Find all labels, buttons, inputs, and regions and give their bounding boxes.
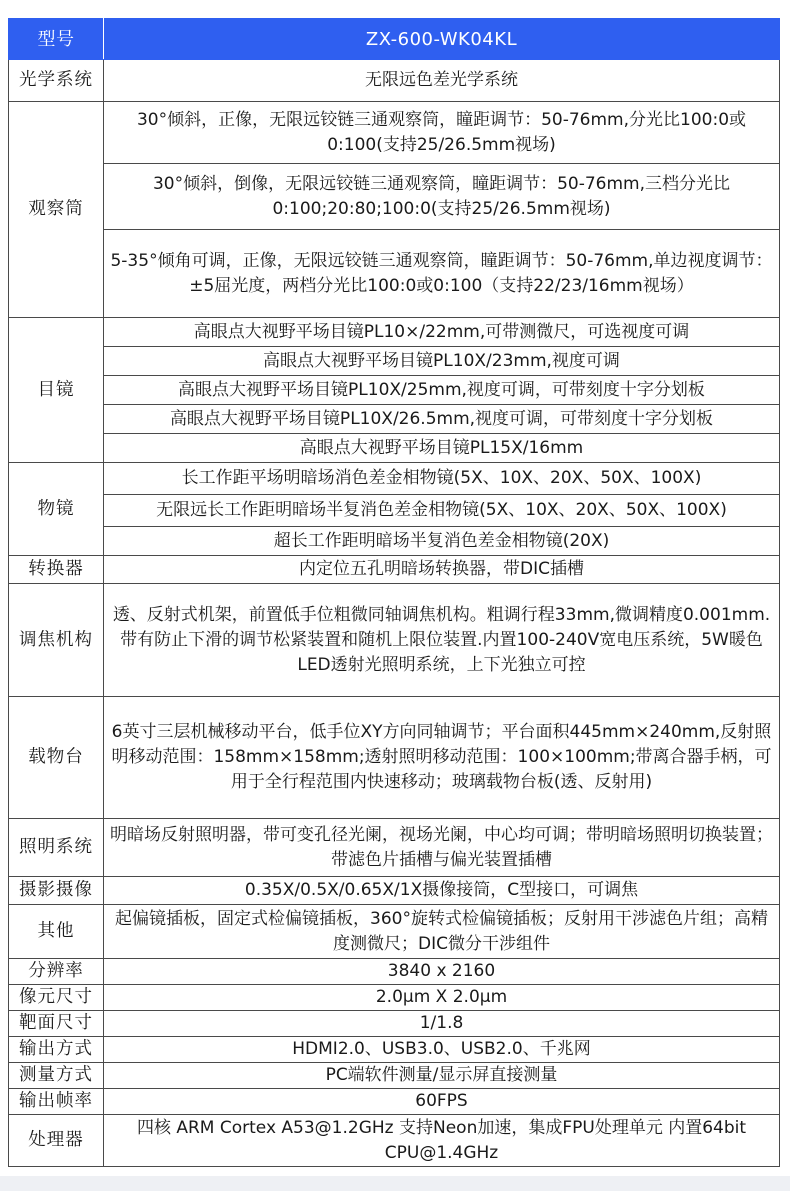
- row-value: 超长工作距明暗场半复消色差金相物镜(20X): [104, 527, 780, 556]
- spec-row: [9, 495, 780, 527]
- spec-row: [9, 347, 780, 376]
- row-value: 5-35°倾角可调，正像，无限远铰链三通观察筒，瞳距调节：50-76mm,单边视度调节：±5屈光度，两档分光比100:0或0:100（支持22/23/16mm视场）: [104, 230, 780, 318]
- spec-row: [9, 584, 780, 697]
- row-value: PC端软件测量/显示屏直接测量: [104, 1063, 780, 1089]
- row-value: 明暗场反射照明器，带可变孔径光阑，视场光阑，中心均可调；带明暗场照明切换装置；带滤色片插槽与偏光装置插槽: [104, 819, 780, 877]
- spec-row: [9, 376, 780, 405]
- spec-row: [9, 318, 780, 347]
- row-label: 处理器: [9, 1115, 104, 1167]
- spec-row: [9, 697, 780, 819]
- row-value: 60FPS: [104, 1089, 780, 1115]
- row-value: 起偏镜插板，固定式检偏镜插板，360°旋转式检偏镜插板；反射用干涉滤色片组；高精度测微尺；DIC微分干涉组件: [104, 905, 780, 959]
- row-value: 30°倾斜，倒像，无限远铰链三通观察筒，瞳距调节：50-76mm,三档分光比0:100;20:80;100:0(支持25/26.5mm视场): [104, 164, 780, 230]
- spec-row: [9, 959, 780, 985]
- spec-row: [9, 556, 780, 584]
- spec-row: [9, 230, 780, 318]
- row-label: 靶面尺寸: [9, 1011, 104, 1037]
- row-label: 转换器: [9, 556, 104, 584]
- spec-row: [9, 60, 780, 102]
- spec-row: [9, 905, 780, 959]
- row-value: 长工作距平场明暗场消色差金相物镜(5X、10X、20X、50X、100X): [104, 463, 780, 495]
- row-label: 像元尺寸: [9, 985, 104, 1011]
- row-value: 高眼点大视野平场目镜PL10X/25mm,视度可调，可带刻度十字分划板: [104, 376, 780, 405]
- spec-row: [9, 819, 780, 877]
- spec-row: [9, 1115, 780, 1167]
- row-value: 高眼点大视野平场目镜PL15X/16mm: [104, 434, 780, 463]
- row-value: 高眼点大视野平场目镜PL10X/23mm,视度可调: [104, 347, 780, 376]
- row-label: 其他: [9, 905, 104, 959]
- bottom-band: [0, 1176, 790, 1191]
- spec-row: [9, 405, 780, 434]
- row-label: 光学系统: [9, 60, 104, 102]
- row-value: 0.35X/0.5X/0.65X/1X摄像接筒，C型接口，可调焦: [104, 877, 780, 905]
- row-value: 无限远长工作距明暗场半复消色差金相物镜(5X、10X、20X、50X、100X): [104, 495, 780, 527]
- row-value: 高眼点大视野平场目镜PL10×/22mm,可带测微尺，可选视度可调: [104, 318, 780, 347]
- spec-row: [9, 1089, 780, 1115]
- row-label: 载物台: [9, 697, 104, 819]
- row-value: 高眼点大视野平场目镜PL10X/26.5mm,视度可调，可带刻度十字分划板: [104, 405, 780, 434]
- row-label: 调焦机构: [9, 584, 104, 697]
- row-label: 分辨率: [9, 959, 104, 985]
- row-label: 摄影摄像: [9, 877, 104, 905]
- row-value: 无限远色差光学系统: [104, 60, 780, 102]
- row-value: 6英寸三层机械移动平台，低手位XY方向同轴调节；平台面积445mm×240mm,反射照明移动范围：158mm×158mm;透射照明移动范围：100×100mm;带离合器手柄，可用于全行程范围内快速移动；玻璃载物台板(透、反射用): [104, 697, 780, 819]
- row-value: 内定位五孔明暗场转换器，带DIC插槽: [104, 556, 780, 584]
- header-label: 型号: [9, 19, 104, 60]
- row-value: 3840 x 2160: [104, 959, 780, 985]
- spec-row: [9, 1063, 780, 1089]
- spec-table-body: [9, 19, 780, 1167]
- row-value: 30°倾斜，正像，无限远铰链三通观察筒，瞳距调节：50-76mm,分光比100:0或0:100(支持25/26.5mm视场): [104, 102, 780, 164]
- header-row: [9, 19, 780, 60]
- row-label: 照明系统: [9, 819, 104, 877]
- spec-row: [9, 102, 780, 164]
- spec-row: [9, 985, 780, 1011]
- spec-row: [9, 527, 780, 556]
- row-label: 输出帧率: [9, 1089, 104, 1115]
- spec-table: [8, 18, 780, 1167]
- spec-row: [9, 434, 780, 463]
- row-value: 2.0μm X 2.0μm: [104, 985, 780, 1011]
- spec-row: [9, 463, 780, 495]
- row-label: 物镜: [9, 463, 104, 556]
- row-value: 1/1.8: [104, 1011, 780, 1037]
- spec-row: [9, 1037, 780, 1063]
- row-label: 测量方式: [9, 1063, 104, 1089]
- row-value: 四核 ARM Cortex A53@1.2GHz 支持Neon加速，集成FPU处理单元 内置64bit CPU@1.4GHz: [104, 1115, 780, 1167]
- spec-row: [9, 1011, 780, 1037]
- row-label: 观察筒: [9, 102, 104, 318]
- row-label: 输出方式: [9, 1037, 104, 1063]
- row-value: 透、反射式机架，前置低手位粗微同轴调焦机构。粗调行程33mm,微调精度0.001mm.带有防止下滑的调节松紧装置和随机上限位装置.内置100-240V宽电压系统，5W暖色LED透射光照明系统，上下光独立可控: [104, 584, 780, 697]
- row-value: HDMI2.0、USB3.0、USB2.0、千兆网: [104, 1037, 780, 1063]
- spec-row: [9, 877, 780, 905]
- spec-row: [9, 164, 780, 230]
- row-label: 目镜: [9, 318, 104, 463]
- header-model-value: ZX-600-WK04KL: [104, 19, 780, 60]
